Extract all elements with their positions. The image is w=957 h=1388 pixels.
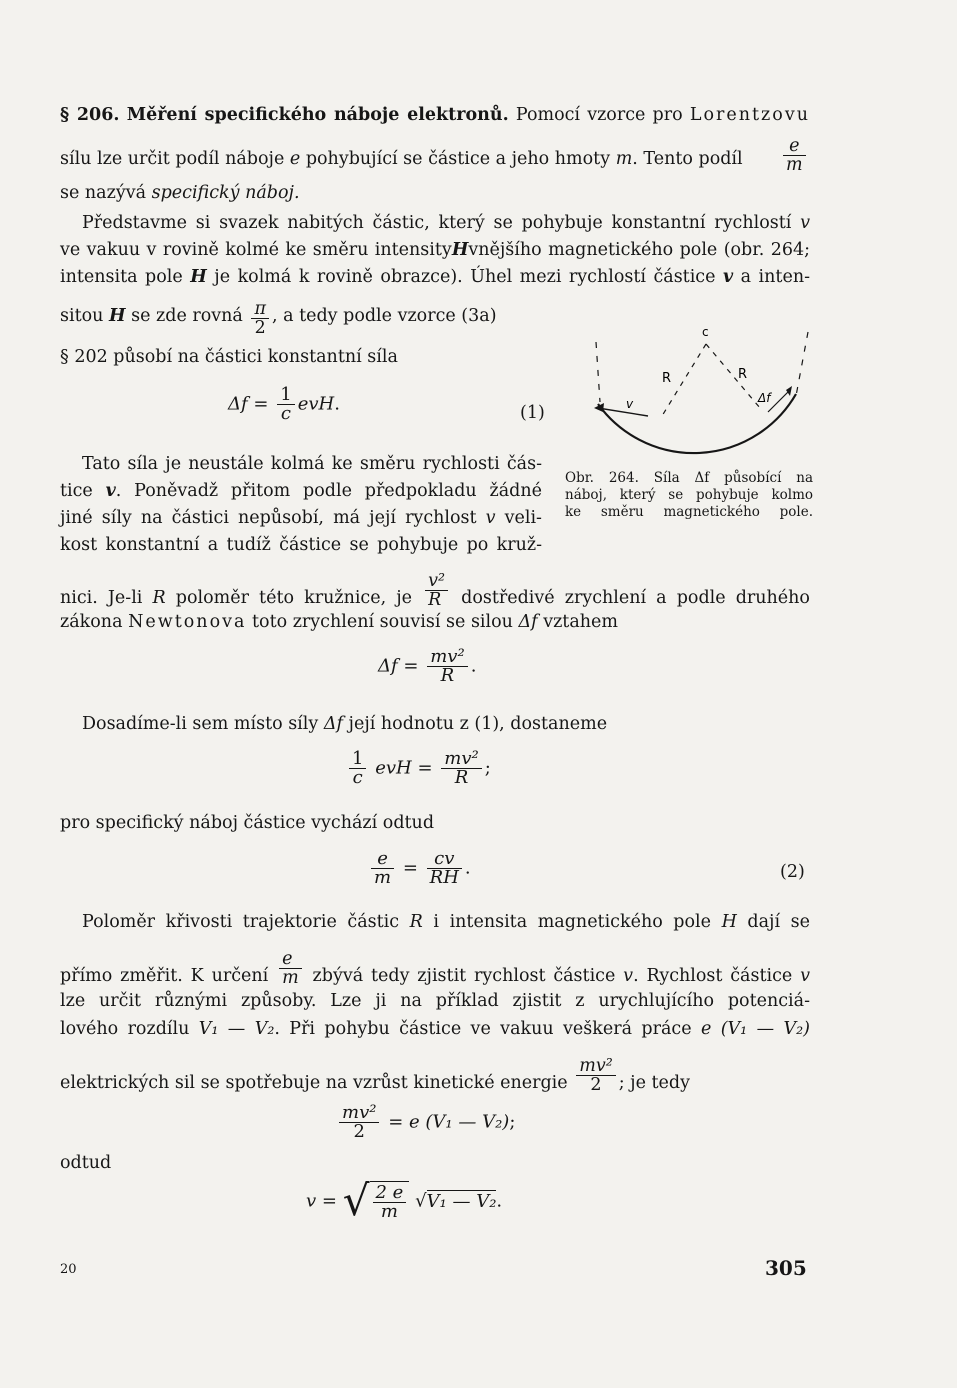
- symbol: R: [152, 588, 166, 608]
- text-line: [60, 1057, 810, 1094]
- text: ; je tedy: [618, 1073, 691, 1093]
- text-line: [60, 572, 810, 609]
- text-line: [60, 1018, 810, 1040]
- numerator: e: [783, 137, 806, 156]
- text: , a tedy podle vzorce (3a): [271, 306, 497, 326]
- punct: .: [470, 655, 477, 677]
- text-line: [60, 812, 810, 834]
- text: sílu lze určit podíl náboje: [60, 149, 285, 169]
- equation-2: [368, 850, 471, 887]
- symbol: H: [109, 306, 126, 326]
- text: Tato síla je neustále kolmá ke směru rychlosti čás-: [82, 454, 542, 474]
- term: specifický náboj.: [151, 183, 300, 203]
- text: ve vakuu v rovině kolmé ke směru intensity: [60, 240, 452, 260]
- equation-energy: [336, 1104, 515, 1141]
- text: odtud: [60, 1153, 112, 1173]
- operator: =: [388, 1111, 404, 1133]
- text: dají se: [747, 912, 810, 932]
- numerator: 2 e: [373, 1184, 407, 1203]
- numerator: mv²: [427, 648, 467, 667]
- text-line: [82, 713, 832, 735]
- text: dostředivé zrychlení a podle druhého: [461, 588, 810, 608]
- symbol: v: [800, 213, 810, 233]
- label-c: c: [702, 325, 709, 339]
- text: lze určit různými způsoby. Lze ji na příklad zjistit z urychlujícího potenciá-: [60, 991, 810, 1011]
- text-line: [82, 212, 810, 234]
- operator: =: [417, 757, 433, 779]
- text-line: [60, 611, 810, 633]
- symbol: evH: [375, 757, 412, 779]
- figure-caption: [565, 470, 813, 521]
- text: zbývá tedy zjistit rychlost částice: [312, 966, 616, 986]
- punct: ;: [484, 757, 491, 779]
- symbol: R: [409, 912, 423, 932]
- symbol: H: [190, 267, 207, 287]
- symbol: Δf: [323, 714, 343, 734]
- symbol: v: [485, 508, 496, 528]
- label-v: v: [626, 397, 634, 411]
- text: Poloměr křivosti trajektorie částic: [82, 912, 400, 932]
- text: . Rychlost částice: [633, 966, 793, 986]
- symbol: m: [615, 149, 633, 169]
- symbol: e: [289, 149, 301, 169]
- symbol: V₂: [254, 1019, 275, 1039]
- text: nici. Je-li: [60, 588, 143, 608]
- text: je kolmá k rovině obrazce). Úhel mezi rychlostí částice: [214, 267, 716, 287]
- figure-264: [590, 312, 820, 462]
- operator: —: [227, 1019, 246, 1039]
- numerator: 1: [349, 750, 366, 769]
- page-number: 305: [765, 1256, 807, 1280]
- text-line: [82, 911, 810, 933]
- equation-velocity: [306, 1176, 502, 1226]
- denominator: c: [280, 403, 291, 424]
- denominator: 2: [590, 1075, 602, 1095]
- punct: .: [496, 1190, 503, 1212]
- denominator: m: [786, 155, 803, 175]
- text: tice: [60, 481, 93, 501]
- denominator: R: [440, 665, 455, 686]
- dashed-circle-left: [596, 342, 600, 402]
- text-line: [60, 480, 542, 502]
- denominator: m: [282, 968, 299, 988]
- text-line: [60, 1152, 810, 1174]
- text: jiné síly na částici nepůsobí, má její rychlost: [60, 508, 477, 528]
- text: toto zrychlení souvisí se silou: [252, 612, 513, 632]
- symbol: H: [451, 240, 469, 260]
- text-line: [82, 453, 542, 475]
- equation-centripetal: [378, 648, 476, 685]
- symbol: e (V₁ — V₂): [409, 1111, 510, 1133]
- operator: =: [253, 393, 269, 415]
- punct: ;: [509, 1111, 516, 1133]
- symbol: v: [623, 966, 634, 986]
- text-line: [60, 346, 560, 368]
- punct: .: [334, 393, 340, 415]
- symbol: v: [800, 966, 810, 986]
- symbol: Δf: [378, 655, 398, 677]
- numerator: v²: [425, 572, 448, 591]
- denominator: 2: [353, 1121, 365, 1142]
- symbol: H: [721, 912, 737, 932]
- text: Představme si svazek nabitých částic, který se pohybuje konstantní rychlostí: [82, 213, 792, 233]
- caption-line: Obr. 264. Síla Δf působící na: [565, 470, 813, 486]
- text-line: [60, 239, 810, 261]
- text: se nazývá: [60, 183, 147, 203]
- caption-line: náboj, který se pohybuje kolmo: [565, 487, 813, 503]
- text: vnějšího magnetického pole (obr. 264;: [468, 240, 810, 260]
- numerator: e: [371, 850, 394, 869]
- text: i intensita magnetického pole: [433, 912, 712, 932]
- symbol: v: [722, 267, 734, 287]
- dashed-circle-right: [796, 332, 808, 396]
- equation-number-1: (1): [520, 403, 545, 423]
- text: zákona: [60, 612, 123, 632]
- text: pro specifický náboj částice vychází odtud: [60, 813, 435, 833]
- text: pohybující se částice a jeho hmoty: [305, 149, 611, 169]
- denominator: RH: [429, 867, 459, 888]
- operator: =: [403, 655, 419, 677]
- radical: √: [415, 1190, 427, 1212]
- text: kost konstantní a tudíž částice se pohybuje po kruž-: [60, 535, 542, 555]
- text: sitou: [60, 306, 104, 326]
- signature-mark: 20: [60, 1262, 77, 1277]
- text-lorentz: Lorentzovu: [689, 105, 810, 125]
- fraction-e-over-m: [780, 137, 809, 174]
- symbol: v: [105, 481, 116, 501]
- section-title: Měření specifického náboje elektronů.: [126, 105, 509, 125]
- text: přímo změřit. K určení: [60, 966, 269, 986]
- label-R-left: R: [662, 371, 672, 386]
- numerator: mv²: [339, 1104, 379, 1123]
- radical: √: [342, 1176, 370, 1225]
- symbol: V₁ — V₂: [426, 1190, 497, 1212]
- numerator: cv: [427, 850, 462, 869]
- symbol: V₁: [198, 1019, 219, 1039]
- text: elektrických sil se spotřebuje na vzrůst kinetické energie: [60, 1073, 568, 1093]
- text-line: [60, 182, 810, 204]
- equation-number-2: (2): [780, 862, 805, 882]
- operator: =: [402, 857, 418, 879]
- numerator: π: [251, 300, 269, 319]
- force-arrowhead: [786, 386, 792, 396]
- text: vztahem: [543, 612, 618, 632]
- numerator: mv²: [441, 750, 481, 769]
- text-line: [60, 300, 560, 337]
- numerator: 1: [277, 386, 294, 405]
- text: a inten-: [740, 267, 811, 287]
- text-line: [60, 266, 810, 288]
- text: se zde rovná: [131, 306, 243, 326]
- text: intensita pole: [60, 267, 183, 287]
- text: . Poněvadž přitom podle předpokladu žádné: [115, 481, 542, 501]
- text: . Při pohybu částice ve vakuu veškerá práce: [274, 1019, 692, 1039]
- text-line: [60, 507, 542, 529]
- label-R-right: R: [738, 367, 748, 382]
- equation-force-balance: [346, 750, 491, 787]
- numerator: e: [279, 950, 302, 969]
- denominator: R: [454, 767, 469, 788]
- denominator: m: [380, 1201, 398, 1222]
- text: lového rozdílu: [60, 1019, 190, 1039]
- caption-line: ke směru magnetického pole.: [565, 504, 813, 520]
- symbol: v: [306, 1190, 317, 1212]
- section-number: § 206.: [60, 105, 120, 125]
- numerator: mv²: [576, 1057, 616, 1076]
- symbol: Δf: [518, 612, 538, 632]
- operator: =: [321, 1190, 337, 1212]
- text-line: [60, 950, 810, 987]
- text: Dosadíme-li sem místo síly: [82, 714, 319, 734]
- text: její hodnotu z (1), dostaneme: [348, 714, 608, 734]
- denominator: R: [428, 590, 442, 610]
- text: poloměr této kružnice, je: [175, 588, 413, 608]
- text: veli-: [504, 508, 542, 528]
- equation-1: [228, 386, 340, 423]
- symbol: Δf: [228, 393, 248, 415]
- text: . Tento podíl: [632, 149, 743, 169]
- text: § 202 působí na částici konstantní síla: [60, 347, 398, 367]
- section-heading-line: [60, 104, 810, 126]
- punct: .: [464, 857, 471, 879]
- radius-line-right: [706, 344, 760, 408]
- text-line: [60, 990, 810, 1012]
- label-df: Δf: [758, 391, 771, 405]
- symbol: evH: [297, 393, 335, 415]
- denominator: c: [352, 767, 363, 788]
- text-line: [60, 534, 542, 556]
- symbol: e (V₁ — V₂): [700, 1019, 810, 1039]
- denominator: 2: [254, 318, 266, 338]
- denominator: m: [374, 867, 392, 888]
- text-line: [60, 148, 810, 170]
- text: Pomocí vzorce pro: [515, 105, 683, 125]
- text-newton: Newtonova: [128, 612, 247, 632]
